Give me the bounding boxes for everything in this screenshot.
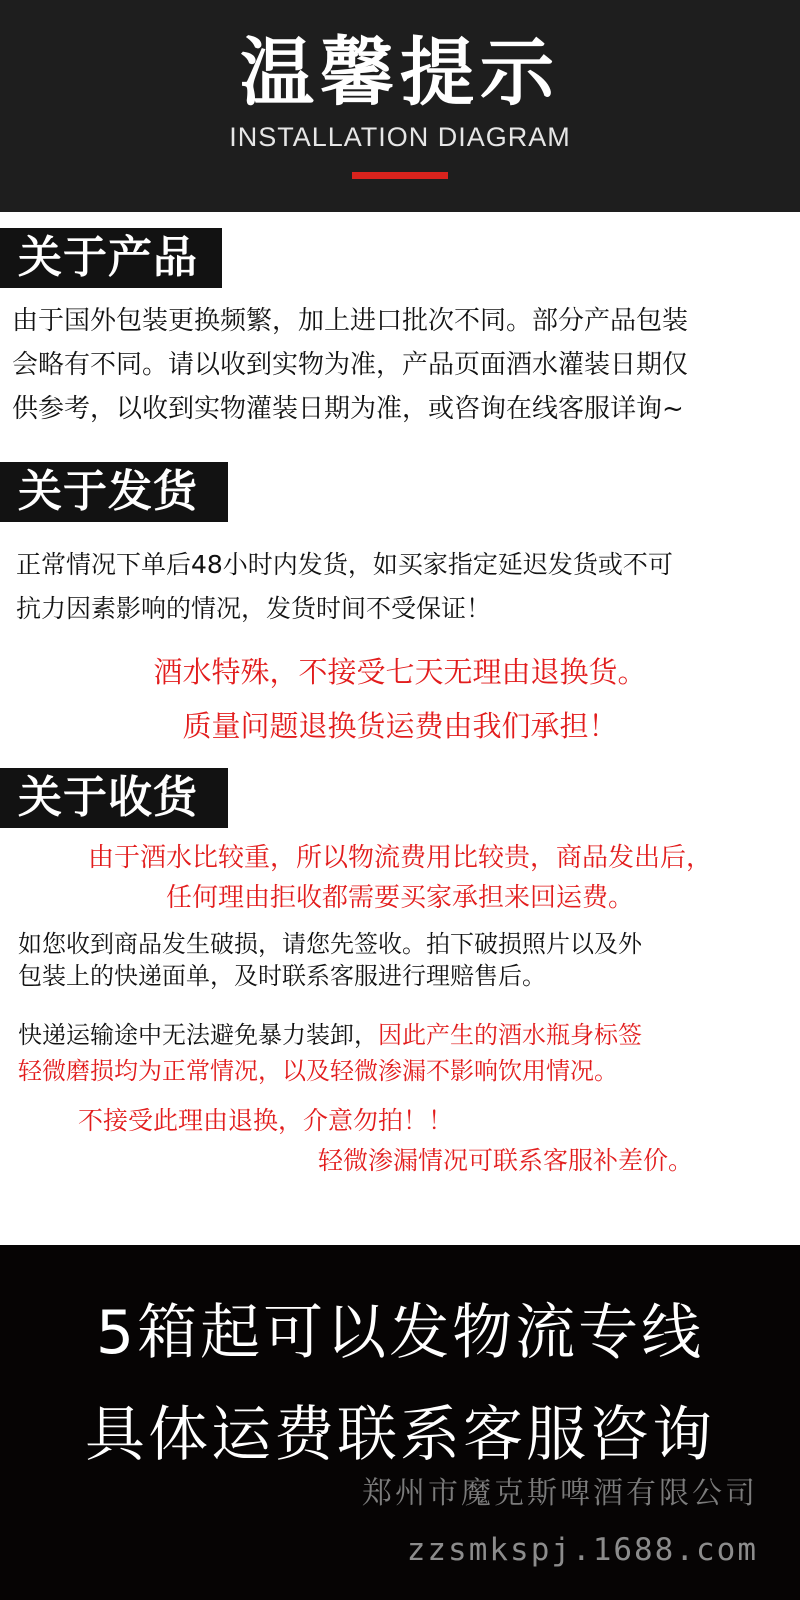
page-subtitle: INSTALLATION DIAGRAM: [229, 122, 571, 152]
product-text-line: 会略有不同。请以收到实物为准，产品页面酒水灌装日期仅: [12, 350, 689, 380]
receiving-text-line: 如您收到商品发生破损，请您先签收。拍下破损照片以及外: [18, 930, 642, 958]
receiving-mixed-black: 快递运输途中无法避免暴力装卸，: [18, 1021, 378, 1049]
receiving-text-line: 包装上的快递面单，及时联系客服进行理赔售后。: [18, 962, 546, 990]
section-heading-shipping: 关于发货: [0, 462, 228, 522]
product-text-line: 供参考，以收到实物灌装日期为准，或咨询在线客服详询~: [12, 394, 684, 424]
page-title: 温馨提示: [240, 30, 560, 116]
shipping-red-notice: 酒水特殊，不接受七天无理由退换货。: [153, 655, 647, 689]
shipping-text-line: 抗力因素影响的情况，发货时间不受保证！: [16, 594, 492, 623]
receiving-red-line: 任何理由拒收都需要买家承担来回运费。: [165, 883, 634, 913]
accent-bar: [352, 172, 448, 179]
footer-contact-line: 具体运费联系客服咨询: [85, 1400, 715, 1470]
company-watermark: 郑州市魔克斯啤酒有限公司: [362, 1476, 758, 1511]
product-text-line: 由于国外包装更换频繁，加上进口批次不同。部分产品包装: [12, 306, 689, 336]
header-banner: [0, 0, 800, 212]
shipping-red-notice: 质量问题退换货运费由我们承担！: [182, 709, 618, 743]
section-heading-product: 关于产品: [0, 228, 222, 288]
shipping-text-line: 正常情况下单后48小时内发货，如买家指定延迟发货或不可: [16, 550, 673, 579]
receiving-mixed-red: 因此产生的酒水瓶身标签: [378, 1021, 642, 1049]
receiving-red-line: 由于酒水比较重，所以物流费用比较贵，商品发出后，: [87, 843, 712, 873]
receiving-red-line: 轻微磨损均为正常情况，以及轻微渗漏不影响饮用情况。: [18, 1057, 618, 1085]
compensation-notice: 轻微渗漏情况可联系客服补差价。: [318, 1146, 694, 1175]
no-return-notice: 不接受此理由退换，介意勿拍！！: [78, 1106, 454, 1135]
section-heading-receiving: 关于收货: [0, 768, 228, 828]
receiving-mixed-line: [18, 1018, 642, 1052]
footer-logistics-line: 5箱起可以发物流专线: [95, 1298, 705, 1368]
store-url-watermark: zzsmkspj.1688.com: [406, 1532, 758, 1568]
